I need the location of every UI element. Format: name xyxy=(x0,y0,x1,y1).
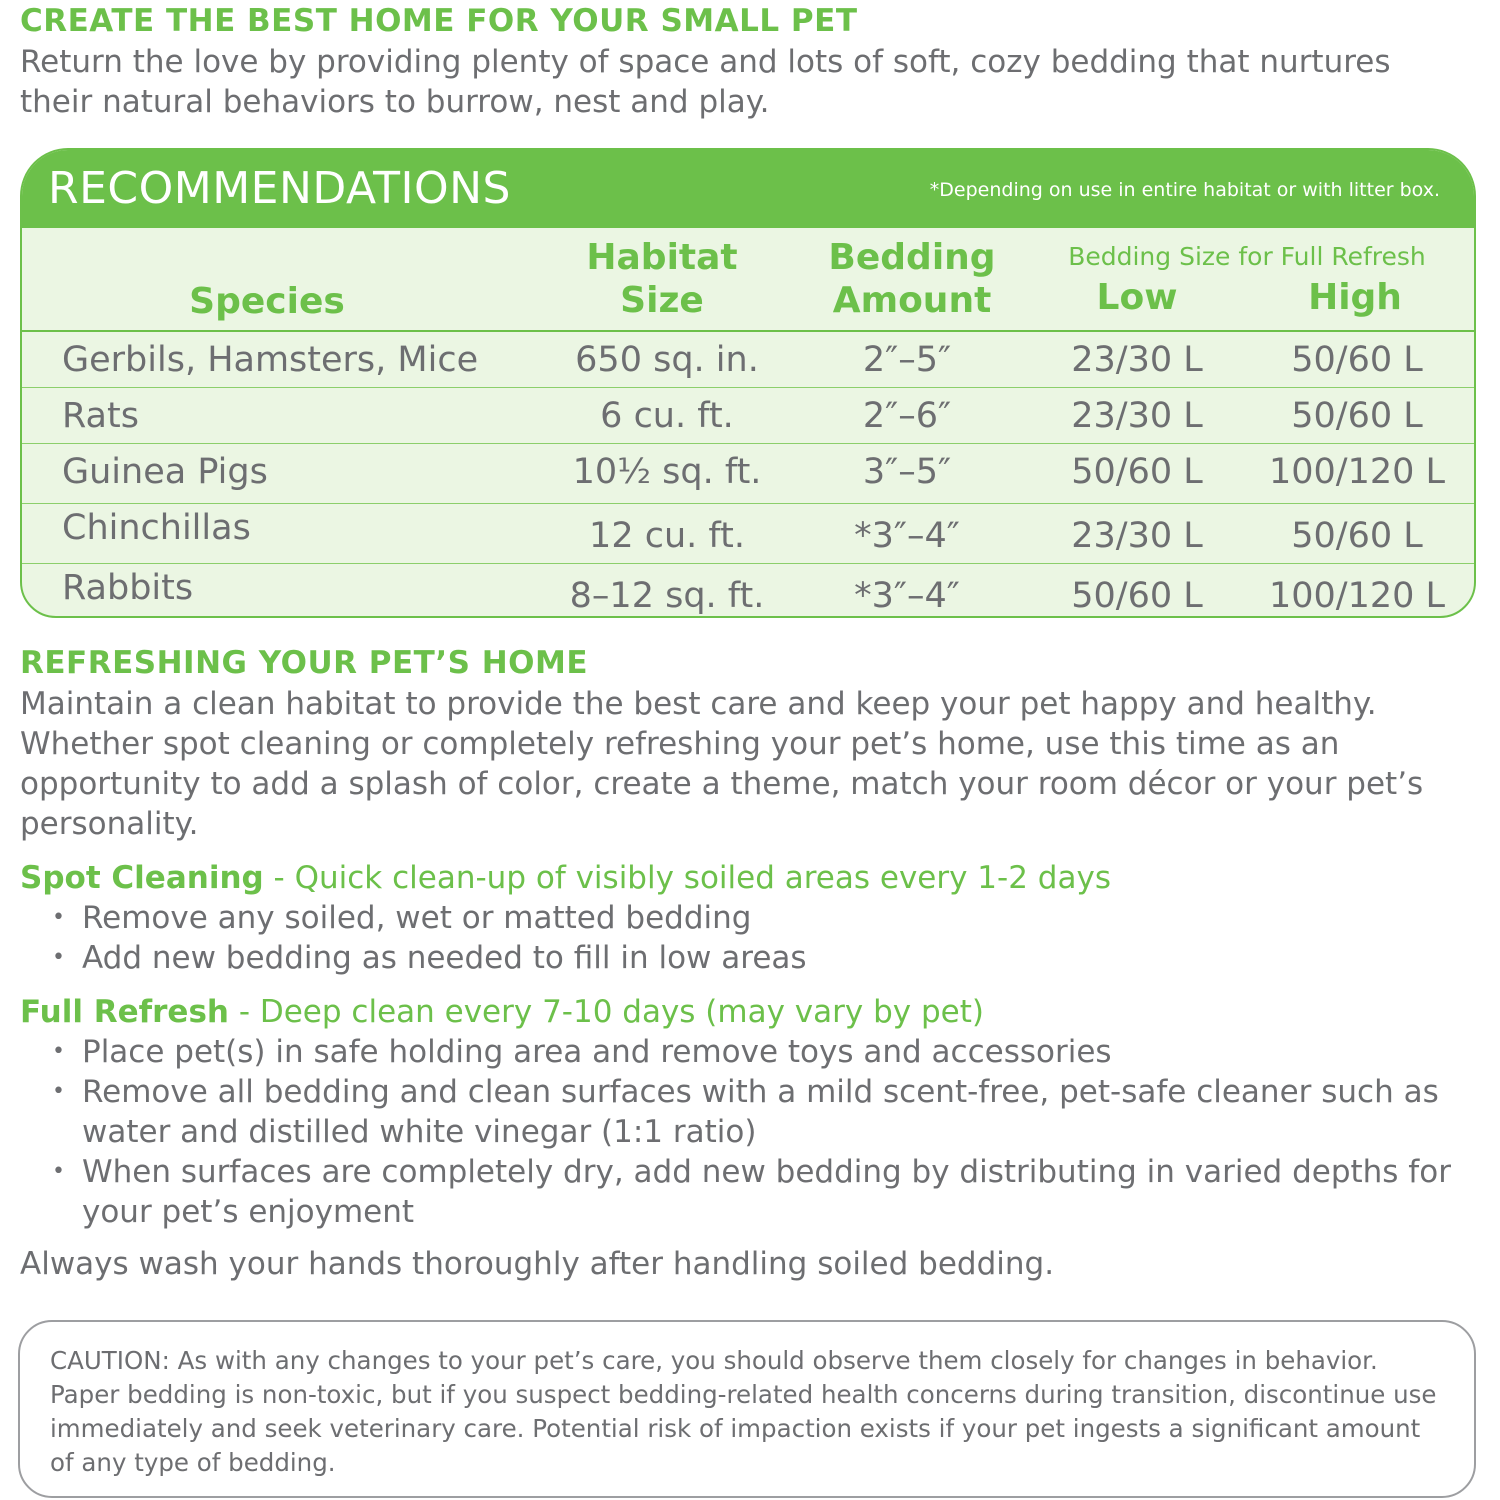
column-header-high: High xyxy=(1308,277,1402,318)
refreshing-section xyxy=(20,642,1480,1284)
cell-bedding-amount: *3″–4″ xyxy=(854,516,960,556)
table-body xyxy=(22,332,1474,618)
list-item: • Remove all bedding and clean surfaces with a mild scent-free, pet-safe cleaner such as water and distilled white vinegar (1:1 ratio) xyxy=(20,1072,1480,1152)
cell-bedding-amount: 2″–5″ xyxy=(862,340,952,380)
full-refresh-desc: - Deep clean every 7-10 days (may vary by pet) xyxy=(228,994,984,1030)
spot-cleaning-list xyxy=(20,898,1480,978)
cell-species: Chinchillas xyxy=(62,508,251,548)
full-refresh-list xyxy=(20,1032,1480,1232)
cell-habitat-size: 650 sq. in. xyxy=(575,340,759,380)
cell-low: 23/30 L xyxy=(1071,516,1203,556)
column-header-bedding-amount: Bedding Amount xyxy=(828,237,996,321)
cell-habitat-size: 8–12 sq. ft. xyxy=(569,576,765,616)
list-item: • When surfaces are completely dry, add new bedding by distributing in varied depths for your pet’s enjoyment xyxy=(20,1152,1480,1232)
cell-high: 50/60 L xyxy=(1291,516,1423,556)
cell-bedding-amount: *3″–4″ xyxy=(854,576,960,616)
wash-hands-note: Always wash your hands thoroughly after handling soiled bedding. xyxy=(20,1246,1055,1282)
spot-cleaning-heading xyxy=(20,858,1480,898)
recommendations-header xyxy=(22,150,1474,228)
list-item: • Remove any soiled, wet or matted bedding xyxy=(20,898,1480,938)
cell-species: Rabbits xyxy=(62,568,194,608)
cell-high: 100/120 L xyxy=(1268,576,1446,616)
cell-species: Gerbils, Hamsters, Mice xyxy=(62,340,479,380)
cell-low: 23/30 L xyxy=(1071,340,1203,380)
recommendations-note: *Depending on use in entire habitat or with litter box. xyxy=(929,179,1440,201)
cell-low: 50/60 L xyxy=(1071,452,1203,492)
page-title: CREATE THE BEST HOME FOR YOUR SMALL PET xyxy=(20,3,858,39)
cell-habitat-size: 6 cu. ft. xyxy=(600,396,734,436)
table-row xyxy=(22,388,1474,444)
column-header-species: Species xyxy=(189,281,345,322)
table-row xyxy=(22,444,1474,504)
cell-low: 50/60 L xyxy=(1071,576,1203,616)
cell-high: 50/60 L xyxy=(1291,396,1423,436)
recommendations-table xyxy=(20,148,1476,618)
spot-cleaning-desc: - Quick clean-up of visibly soiled areas every 1-2 days xyxy=(263,860,1111,896)
column-headers xyxy=(22,228,1474,332)
cell-high: 100/120 L xyxy=(1268,452,1446,492)
table-row xyxy=(22,504,1474,564)
list-item: • Add new bedding as needed to fill in low areas xyxy=(20,938,1480,978)
list-item: • Place pet(s) in safe holding area and remove toys and accessories xyxy=(20,1032,1480,1072)
table-row xyxy=(22,564,1474,618)
intro-text: Return the love by providing plenty of space and lots of soft, cozy bedding that nurtures their natural behaviors to burrow, nest and play. xyxy=(20,44,1391,120)
spot-cleaning-label: Spot Cleaning xyxy=(20,860,264,896)
cell-bedding-amount: 3″–5″ xyxy=(862,452,952,492)
cell-habitat-size: 10½ sq. ft. xyxy=(572,452,762,492)
refreshing-intro: Maintain a clean habitat to provide the best care and keep your pet happy and healthy. Whether spot cleaning or completely refreshing your pet’s home, use this time as an opportunity to add a splash of color, create a theme, match your room décor or your pet’s personality. xyxy=(20,686,1424,842)
caution-box xyxy=(18,1320,1476,1498)
cell-species: Guinea Pigs xyxy=(62,452,268,492)
full-refresh-heading xyxy=(20,992,1480,1032)
page-header xyxy=(20,0,1476,122)
full-refresh-label: Full Refresh xyxy=(20,994,229,1030)
table-row xyxy=(22,332,1474,388)
cell-habitat-size: 12 cu. ft. xyxy=(589,516,745,556)
cell-low: 23/30 L xyxy=(1071,396,1203,436)
column-header-habitat-size: Habitat Size xyxy=(586,237,738,321)
caution-text: CAUTION: As with any changes to your pet’s care, you should observe them closely for changes in behavior. Paper bedding is non-toxic, but if you suspect bedding-related health concerns during transition, discontinue use immediately and seek veterinary care. Potential risk of impaction exists if your pet ingests a significant amount of any type of bedding. xyxy=(50,1346,1437,1477)
column-header-full-refresh: Bedding Size for Full Refresh xyxy=(1068,242,1426,271)
column-header-low: Low xyxy=(1096,277,1178,318)
cell-bedding-amount: 2″–6″ xyxy=(862,396,952,436)
recommendations-title: RECOMMENDATIONS xyxy=(48,163,511,214)
refreshing-title: REFRESHING YOUR PET’S HOME xyxy=(20,645,589,681)
cell-high: 50/60 L xyxy=(1291,340,1423,380)
cell-species: Rats xyxy=(62,396,139,436)
